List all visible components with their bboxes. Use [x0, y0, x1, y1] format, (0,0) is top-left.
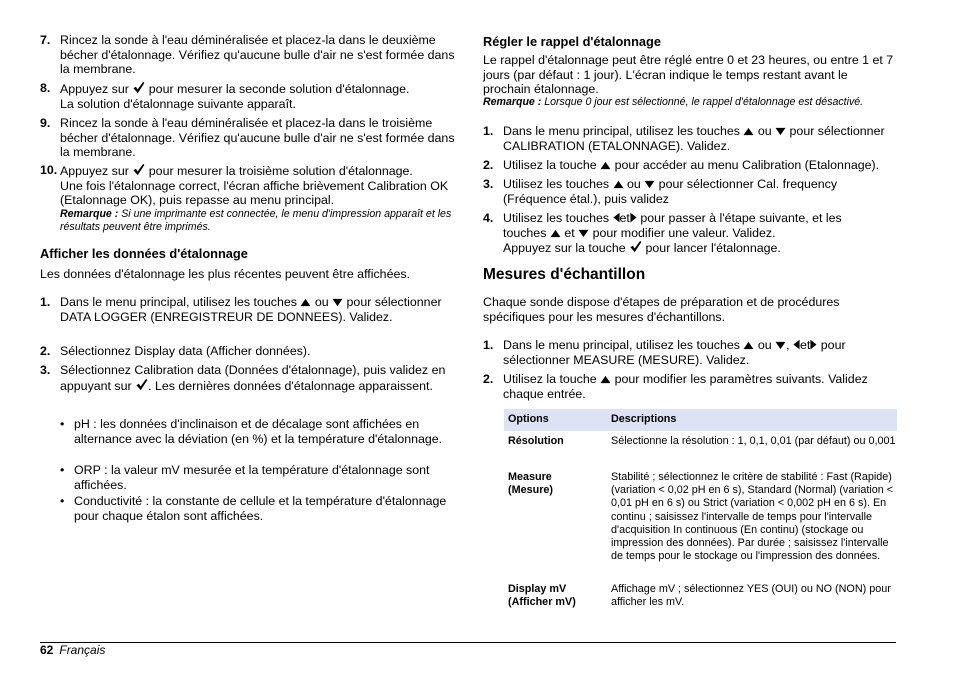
table-cell-option: Résolution: [508, 435, 564, 447]
step-text: Une fois l'étalonnage correct, l'écran affiche brièvement Calibration OK (Etalonnage OK), puis repasse au menu principal.: [60, 178, 449, 208]
up-arrow-icon: [600, 161, 611, 170]
note-text: Lorsque 0 jour est sélectionné, le rappel d'étalonnage est désactivé.: [544, 96, 864, 108]
step-text: pour sélectionner Cal. frequency (Fréquence étal.), puis validez: [503, 177, 838, 206]
up-arrow-icon: [600, 375, 611, 384]
page-number: 62: [40, 643, 54, 657]
step-number: 10.: [40, 163, 58, 177]
note-label: Remarque :: [483, 96, 542, 108]
measure-intro: Chaque sonde dispose d'étapes de préparation et de procédures spécifiques pour les mesures d'échantillons.: [483, 295, 840, 324]
step-number: 2.: [483, 372, 494, 386]
note: [60, 208, 456, 234]
table-cell-description: Sélectionne la résolution : 1, 0,1, 0,01 (par défaut) ou 0,001: [611, 435, 896, 447]
down-arrow-icon: [578, 229, 589, 238]
reminder-step-1: [483, 124, 897, 153]
step-number: 1.: [483, 124, 494, 138]
options-table: [504, 409, 897, 614]
step-text: Sélectionnez Display data (Afficher données).: [60, 344, 311, 358]
reminder-title: Régler le rappel d'étalonnage: [483, 34, 661, 49]
display-step-3: [40, 363, 456, 393]
step-text: Rincez la sonde à l'eau déminéralisée et placez-la dans le deuxième bécher d'étalonnage. Vérifiez qu'aucune bulle d'air ne s'est formée dans la membrane.: [60, 33, 455, 77]
step-text: pour mesurer la troisième solution d'étalonnage.: [148, 164, 413, 178]
step-text: La solution d'étalonnage suivante apparaît.: [60, 96, 296, 111]
up-arrow-icon: [613, 180, 624, 189]
bullet-text: ORP : la valeur mV mesurée et la température d'étalonnage sont affichées.: [74, 463, 430, 492]
step-text: . Les dernières données d'étalonnage apparaissent.: [148, 378, 433, 393]
step-text: pour lancer l'étalonnage.: [645, 241, 781, 256]
step-number: 9.: [40, 116, 51, 130]
step-text: Sélectionnez Calibration data (Données d'étalonnage), puis validez en appuyant sur: [60, 363, 446, 393]
step-text: touches: [503, 225, 547, 240]
check-key-icon: [132, 163, 145, 176]
measure-title: Mesures d'échantillon: [483, 266, 646, 283]
note-label: Remarque :: [60, 207, 119, 220]
step-number: 8.: [40, 81, 51, 95]
step-7: [40, 33, 456, 77]
reminder-step-3: [483, 177, 897, 206]
step-text: ou: [314, 295, 329, 309]
reminder-step-2: [483, 158, 897, 173]
display-step-2: [40, 344, 456, 359]
step-text: pour sélectionner MEASURE (MESURE). Validez.: [503, 338, 846, 367]
reminder-step-4: [483, 211, 897, 256]
footer-divider: [40, 642, 896, 643]
left-arrow-icon: [613, 212, 620, 223]
step-text: Utilisez les touches: [503, 177, 610, 191]
step-text: pour modifier une valeur. Validez.: [592, 225, 776, 240]
step-text: pour sélectionner CALIBRATION (ETALONNAGE). Validez.: [503, 124, 885, 153]
up-arrow-icon: [743, 341, 754, 350]
step-text: ,: [786, 338, 790, 352]
step-text: pour modifier les paramètres suivants. Validez chaque entrée.: [503, 372, 868, 401]
step-text: Dans le menu principal, utilisez les touches: [503, 124, 740, 138]
table-cell-option: Measure (Mesure): [508, 471, 553, 497]
step-text: pour passer à l'étape suivante, et les: [640, 211, 842, 225]
step-text: Appuyez sur: [60, 164, 129, 178]
step-number: 7.: [40, 33, 51, 47]
step-9: [40, 116, 456, 160]
left-arrow-icon: [793, 339, 800, 350]
list-item: • pH : les données d'inclinaison et de décalage sont affichées en alternance avec la déviation (en %) et la température d'étalonnage.: [60, 417, 460, 446]
reminder-text: Le rappel d'étalonnage peut être réglé entre 0 et 23 heures, ou entre 1 et 7 jours (par défaut : 1 jour). L'écran indique le temps restant avant le prochain étalonnage.: [483, 53, 894, 97]
display-step-1: [40, 295, 456, 324]
step-number: 1.: [40, 295, 51, 309]
measure-step-2: [483, 372, 897, 401]
right-arrow-icon: [630, 212, 637, 223]
step-number: 1.: [483, 338, 494, 352]
step-text: ou: [757, 124, 772, 138]
right-arrow-icon: [810, 339, 817, 350]
step-text: Utilisez la touche: [503, 158, 597, 172]
step-text: Dans le menu principal, utilisez les touches: [60, 295, 297, 309]
step-text: Dans le menu principal, utilisez les touches: [503, 338, 740, 352]
down-arrow-icon: [775, 341, 786, 350]
table-header-descriptions: Descriptions: [611, 413, 677, 425]
step-text: et: [799, 338, 811, 352]
down-arrow-icon: [332, 298, 343, 307]
table-cell-description: Stabilité ; sélectionnez le critère de stabilité : Fast (Rapide) (variation < 0,02 pH en 6 s), Standard (Normal) (variation < 0,01 pH en 6 s) ou Strict (variation < 0,002 pH en 6 s). En continu ; saisissez l'intervalle de temps pour l'intervalle d'acquisition In continuous (En continu) (stockage ou impression des données). Par durée ; saisissez l'intervalle de temps pour le stockage ou l'impression des données.: [611, 471, 894, 563]
list-item: • ORP : la valeur mV mesurée et la température d'étalonnage sont affichées.: [60, 463, 460, 492]
step-text: Appuyez sur: [60, 82, 129, 96]
check-key-icon: [135, 378, 148, 391]
table-header-options: Options: [508, 413, 549, 425]
note-text: Si une imprimante est connectée, le menu d'impression apparaît et les résultats peuvent être imprimés.: [60, 207, 452, 233]
step-number: 2.: [40, 344, 51, 358]
step-text: pour sélectionner DATA LOGGER (ENREGISTREUR DE DONNEES). Validez.: [60, 295, 442, 324]
step-text: et: [619, 211, 630, 225]
list-item: • Conductivité : la constante de cellule et la température d'étalonnage pour chaque étalon sont affichées.: [60, 494, 460, 523]
bullet-text: Conductivité : la constante de cellule et la température d'étalonnage pour chaque étalon sont affichées.: [74, 494, 447, 523]
footer: [40, 643, 105, 657]
check-key-icon: [132, 81, 145, 94]
step-text: Appuyez sur la touche: [503, 241, 626, 256]
note: [483, 96, 897, 109]
step-8: [40, 81, 456, 111]
section-intro: Les données d'étalonnage les plus récentes peuvent être affichées.: [40, 267, 410, 281]
step-text: Utilisez la touche: [503, 372, 597, 386]
down-arrow-icon: [644, 180, 655, 189]
step-text: Utilisez les touches: [503, 211, 610, 225]
measure-step-1: [483, 338, 897, 367]
check-key-icon: [629, 240, 642, 253]
step-text: pour mesurer la seconde solution d'étalonnage.: [148, 82, 410, 96]
table-cell-description: Affichage mV ; sélectionnez YES (OUI) ou NO (NON) pour afficher les mV.: [611, 583, 891, 609]
section-title: Afficher les données d'étalonnage: [40, 246, 248, 261]
step-number: 3.: [40, 363, 51, 377]
step-text: ou: [626, 177, 641, 191]
step-text: ou: [757, 338, 772, 352]
step-number: 4.: [483, 211, 494, 225]
up-arrow-icon: [300, 298, 311, 307]
step-number: 3.: [483, 177, 494, 191]
table-cell-option: Display mV (Afficher mV): [508, 583, 576, 609]
step-10: [40, 163, 456, 234]
up-arrow-icon: [550, 229, 561, 238]
step-number: 2.: [483, 158, 494, 172]
step-text: Rincez la sonde à l'eau déminéralisée et placez-la dans le troisième bécher d'étalonnage. Vérifiez qu'aucune bulle d'air ne s'est formée dans la membrane.: [60, 116, 455, 160]
step-text: et: [564, 225, 575, 240]
footer-language: Français: [59, 643, 106, 657]
up-arrow-icon: [743, 127, 754, 136]
bullet-text: pH : les données d'inclinaison et de décalage sont affichées en alternance avec la déviation (en %) et la température d'étalonnage.: [74, 417, 443, 446]
step-text: pour accéder au menu Calibration (Etalonnage).: [614, 158, 880, 172]
down-arrow-icon: [775, 127, 786, 136]
